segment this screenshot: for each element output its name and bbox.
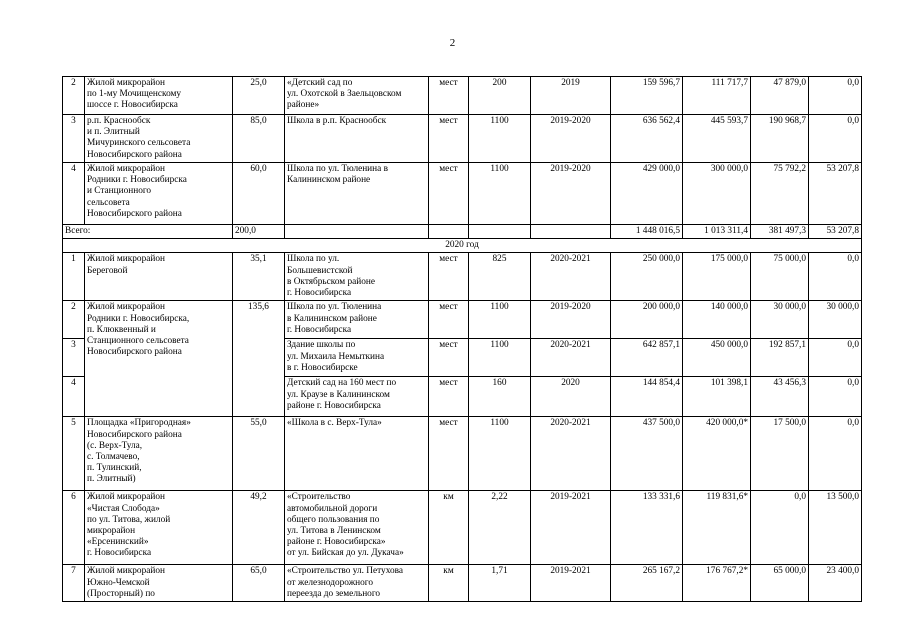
total-sum: 1 448 016,5 (611, 225, 683, 239)
total-cell: 159 596,7 (611, 77, 683, 115)
capacity-cell: 1100 (469, 417, 531, 491)
unit-cell: мест (429, 253, 469, 301)
row-number: 5 (63, 417, 85, 491)
row-number: 2 (63, 77, 85, 115)
total-cell: 429 000,0 (611, 163, 683, 225)
fed-cell: 300 000,0 (683, 163, 751, 225)
total-cell: 636 562,4 (611, 115, 683, 163)
loc-cell: 30 000,0 (809, 301, 862, 339)
row-number: 1 (63, 253, 85, 301)
area-cell: 60,0 (233, 163, 285, 225)
table-row (63, 565, 862, 602)
fed-cell: 175 000,0 (683, 253, 751, 301)
table-row (63, 417, 862, 491)
row-number: 4 (63, 377, 85, 417)
capacity-cell: 1100 (469, 115, 531, 163)
table-row (63, 115, 862, 163)
total-cell: 133 331,6 (611, 491, 683, 565)
total-cell: 144 854,4 (611, 377, 683, 417)
fed-cell: 450 000,0 (683, 339, 751, 377)
loc-cell: 53 207,8 (809, 163, 862, 225)
capacity-cell: 1100 (469, 301, 531, 339)
year-header-row (63, 239, 862, 253)
fed-cell: 445 593,7 (683, 115, 751, 163)
fed-cell: 176 767,2* (683, 565, 751, 602)
total-fed: 1 013 311,4 (683, 225, 751, 239)
table-row (63, 77, 862, 115)
reg-cell: 30 000,0 (751, 301, 809, 339)
unit-cell: мест (429, 377, 469, 417)
area-cell: 85,0 (233, 115, 285, 163)
row-number: 3 (63, 115, 85, 163)
territory-cell: р.п. Краснообск и п. Элитный Мичуринского сельсовета Новосибирского района (85, 115, 233, 163)
row-number: 7 (63, 565, 85, 602)
capacity-cell: 1100 (469, 339, 531, 377)
years-cell: 2020-2021 (531, 253, 611, 301)
total-cell: 642 857,1 (611, 339, 683, 377)
object-cell: «Строительство автомобильной дороги общего пользования по ул. Титова в Ленинском районе г. Новосибирска» от ул. Бийская до ул. Дукача» (285, 491, 429, 565)
row-number: 2 (63, 301, 85, 339)
territory-cell: Жилой микрорайон Южно-Чемской (Просторный) по (85, 565, 233, 602)
fed-cell: 119 831,6* (683, 491, 751, 565)
reg-cell: 47 879,0 (751, 77, 809, 115)
capacity-cell: 2,22 (469, 491, 531, 565)
territory-cell: Жилой микрорайон Родники г. Новосибирска, п. Клюквенный и Станционного сельсовета Новосибирского района (85, 301, 233, 417)
loc-cell: 0,0 (809, 253, 862, 301)
years-cell: 2019 (531, 77, 611, 115)
years-cell: 2019-2020 (531, 301, 611, 339)
years-cell: 2020-2021 (531, 417, 611, 491)
total-label: Всего: (63, 225, 233, 239)
object-cell: Школа по ул. Большевистской в Октябрьском районе г. Новосибирска (285, 253, 429, 301)
loc-cell: 13 500,0 (809, 491, 862, 565)
total-cell: 437 500,0 (611, 417, 683, 491)
unit-cell: км (429, 491, 469, 565)
years-cell: 2019-2020 (531, 115, 611, 163)
total-reg: 381 497,3 (751, 225, 809, 239)
territory-cell: Жилой микрорайон Родники г. Новосибирска и Станционного сельсовета Новосибирского района (85, 163, 233, 225)
total-loc: 53 207,8 (809, 225, 862, 239)
object-cell: «Детский сад по ул. Охотской в Заельцовском районе» (285, 77, 429, 115)
area-cell: 35,1 (233, 253, 285, 301)
area-cell: 49,2 (233, 491, 285, 565)
object-cell: Школа по ул. Тюленина в Калининском районе (285, 163, 429, 225)
years-cell: 2019-2020 (531, 163, 611, 225)
page-number: 2 (449, 37, 456, 49)
unit-cell: мест (429, 339, 469, 377)
total-cell: 250 000,0 (611, 253, 683, 301)
fed-cell: 101 398,1 (683, 377, 751, 417)
unit-cell: мест (429, 163, 469, 225)
object-cell: Здание школы по ул. Михаила Немыткина в г. Новосибирске (285, 339, 429, 377)
years-cell: 2020 (531, 377, 611, 417)
row-number: 3 (63, 339, 85, 377)
object-cell: Школа по ул. Тюленина в Калининском районе г. Новосибирска (285, 301, 429, 339)
capacity-cell: 1,71 (469, 565, 531, 602)
unit-cell: мест (429, 77, 469, 115)
table-row (63, 301, 862, 339)
loc-cell: 0,0 (809, 377, 862, 417)
row-number: 6 (63, 491, 85, 565)
fed-cell: 111 717,7 (683, 77, 751, 115)
table-row (63, 491, 862, 565)
total-area: 200,0 (233, 225, 285, 239)
reg-cell: 0,0 (751, 491, 809, 565)
reg-cell: 75 792,2 (751, 163, 809, 225)
loc-cell: 0,0 (809, 77, 862, 115)
investment-projects-table (62, 76, 862, 602)
object-cell: «Школа в с. Верх-Тула» (285, 417, 429, 491)
loc-cell: 23 400,0 (809, 565, 862, 602)
territory-cell: Жилой микрорайон по 1-му Мочищенскому шоссе г. Новосибирска (85, 77, 233, 115)
row-number: 4 (63, 163, 85, 225)
area-cell: 25,0 (233, 77, 285, 115)
loc-cell: 0,0 (809, 339, 862, 377)
object-cell: Школа в р.п. Краснообск (285, 115, 429, 163)
reg-cell: 43 456,3 (751, 377, 809, 417)
object-cell: Детский сад на 160 мест по ул. Краузе в Калининском районе г. Новосибирска (285, 377, 429, 417)
years-cell: 2019-2021 (531, 565, 611, 602)
territory-cell: Площадка «Пригородная» Новосибирского района (с. Верх-Тула, с. Толмачево, п. Тулинский, п. Элитный) (85, 417, 233, 491)
capacity-cell: 200 (469, 77, 531, 115)
unit-cell: мест (429, 115, 469, 163)
fed-cell: 420 000,0* (683, 417, 751, 491)
total-row (63, 225, 862, 239)
total-cell: 265 167,2 (611, 565, 683, 602)
years-cell: 2020-2021 (531, 339, 611, 377)
unit-cell: мест (429, 301, 469, 339)
area-cell: 65,0 (233, 565, 285, 602)
unit-cell: км (429, 565, 469, 602)
capacity-cell: 825 (469, 253, 531, 301)
reg-cell: 65 000,0 (751, 565, 809, 602)
loc-cell: 0,0 (809, 417, 862, 491)
reg-cell: 192 857,1 (751, 339, 809, 377)
reg-cell: 75 000,0 (751, 253, 809, 301)
unit-cell: мест (429, 417, 469, 491)
area-cell: 55,0 (233, 417, 285, 491)
territory-cell: Жилой микрорайон «Чистая Слобода» по ул. Титова, жилой микрорайон «Ерсенинский» г. Новосибирска (85, 491, 233, 565)
capacity-cell: 160 (469, 377, 531, 417)
table-row (63, 163, 862, 225)
territory-cell: Жилой микрорайон Береговой (85, 253, 233, 301)
area-cell: 135,6 (233, 301, 285, 417)
object-cell: «Строительство ул. Петухова от железнодорожного переезда до земельного (285, 565, 429, 602)
years-cell: 2019-2021 (531, 491, 611, 565)
reg-cell: 17 500,0 (751, 417, 809, 491)
loc-cell: 0,0 (809, 115, 862, 163)
reg-cell: 190 968,7 (751, 115, 809, 163)
total-cell: 200 000,0 (611, 301, 683, 339)
table-row (63, 253, 862, 301)
capacity-cell: 1100 (469, 163, 531, 225)
year-header: 2020 год (63, 239, 862, 253)
fed-cell: 140 000,0 (683, 301, 751, 339)
